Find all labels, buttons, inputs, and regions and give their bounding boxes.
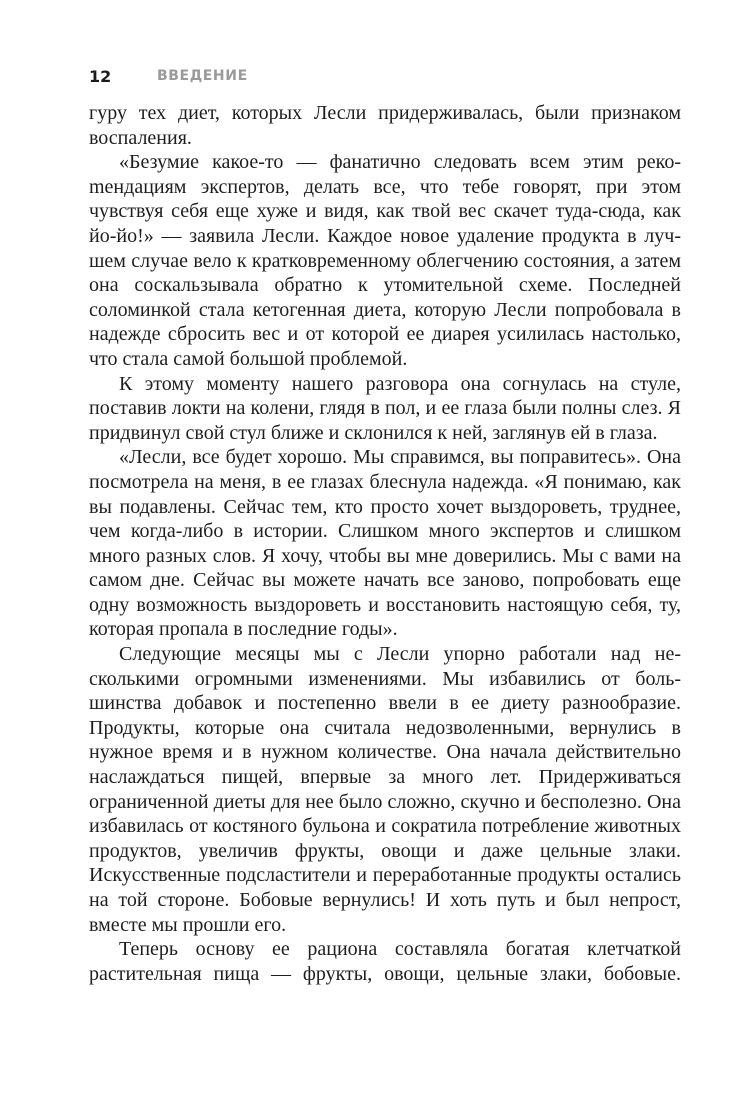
- paragraph-final: Теперь основу ее рациона составляла богатая клетчаткой растительная пища — фрукты, овощи, цельные злаки, бобовые.: [89, 938, 681, 985]
- paragraph: К этому моменту нашего разговора она согнулась на стуле, поставив локти на колени, глядя в пол, и ее глаза были полны слез. Я придвинул свой стул ближе и склонился к ней, заглянув ей в глаза.: [89, 372, 681, 444]
- paragraph: «Безумие какое-то — фанатично следовать всем этим рекоmендациям экспертов, делать все, что тебе говорят, при этом чувствуя себя еще хуже и видя, как твой вес скачет туда-сюда, как йо-йо!» — заявила Лесли. Каждое новое удаление продукта в лучшем случае вело к кратковременному облегчению состояния, а затем она соскальзывала обратно к утомительной схеме. Последней соломинкой стала кетогенная диета, которую Лесли попробовала в надежде сбросить вес и от которой ее диарея усилилась настолько, что стала самой большой проблемой.: [89, 151, 681, 370]
- section-title: ВВЕДЕНИЕ: [157, 68, 248, 84]
- running-head: [89, 64, 248, 88]
- paragraph: «Лесли, все будет хорошо. Мы справимся, вы поправитесь». Она посмотрела на меня, в ее глазах блеснула надежда. «Я понимаю, как вы подавлены. Сейчас тем, кто просто хочет выздороветь, труднее, чем когда-либо в истории. Слишком много экспертов и слишком много разных слов. Я хочу, чтобы вы мне доверились. Мы с вами на самом дне. Сейчас вы можете начать все заново, попробовать еще одну возможность выздороветь и восстановить настоящую себя, ту, которая пропала в последние годы».: [89, 446, 681, 641]
- page-number: 12: [89, 66, 112, 86]
- paragraph: Следующие месяцы мы с Лесли упорно работали над несколькими огромными изменениями. Мы избавились от большинства добавок и постепенно ввели в ее диету разнообразие. Продукты, которые она считала недозволенными, вернулись в нужное время и в нужном количестве. Она начала действительно наслаждаться пищей, впервые за много лет. Придерживаться ограниченной диеты для нее было сложно, скучно и бесполезно. Она избавилась от костяного бульона и сократила потребление животных продуктов, увеличив фрукты, овощи и даже цельные злаки. Искусственные подсластители и переработанные продукты остались на той стороне. Бобовые вернулись! И хоть путь и был непрост, вместе мы прошли его.: [89, 643, 681, 936]
- body-text: [89, 101, 681, 986]
- paragraph-continued: гуру тех диет, которых Лесли придерживалась, были признаком воспаления.: [89, 102, 681, 149]
